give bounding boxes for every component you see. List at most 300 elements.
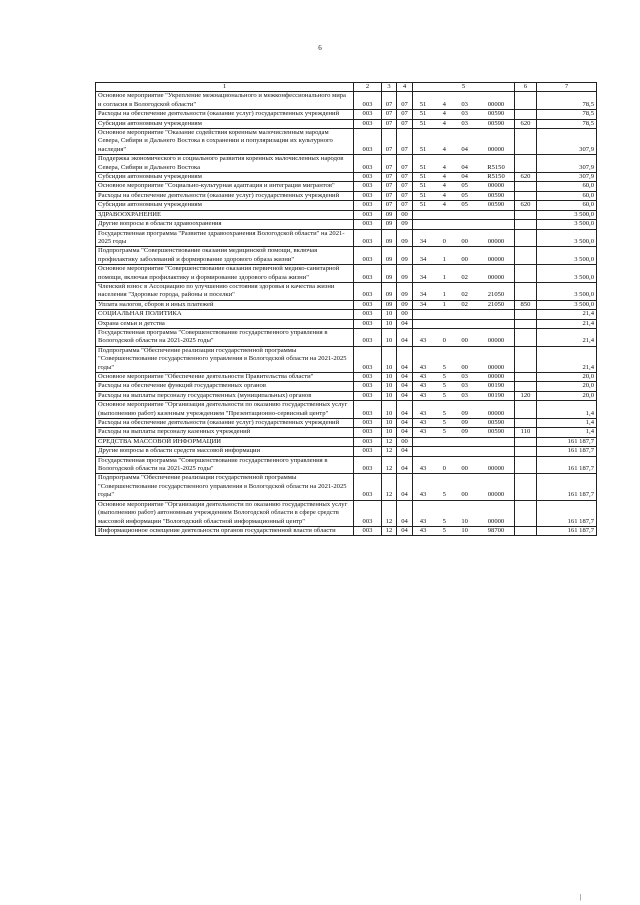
row-admin-code: 003 [354,382,382,391]
header-row [96,83,597,92]
row-admin-code: 003 [354,428,382,437]
row-target-k2: 1 [442,300,446,308]
row-target-article [413,419,515,428]
row-target-k3: 05 [461,191,468,199]
row-expense-type [515,92,537,110]
row-target-article [413,229,515,247]
row-amount: 161 187,7 [537,526,597,535]
row-expense-type [515,456,537,474]
row-target-k2: 4 [442,191,446,199]
row-target-k4: 00000 [487,237,505,245]
table-row [96,419,597,428]
row-section-code: 10 [382,382,397,391]
row-target-k4: 00000 [487,517,505,525]
table-row [96,220,597,229]
row-target-k1: 51 [419,110,427,118]
row-name: Подпрограмма "Обеспечение реализации государственной программы "Совершенствование государственного управления в Вологодской области на 2021-2025 годы" [96,474,354,500]
row-target-k2: 0 [442,237,446,245]
row-admin-code: 003 [354,210,382,219]
row-expense-type [515,373,537,382]
row-amount: 60,0 [537,182,597,191]
row-target-k1: 51 [419,173,427,181]
row-name: СРЕДСТВА МАССОВОЙ ИНФОРМАЦИИ [96,437,354,446]
row-amount: 21,4 [537,319,597,328]
row-amount: 161 187,7 [537,474,597,500]
table-row [96,265,597,283]
row-section-code: 09 [382,247,397,265]
row-target-k4: 00190 [487,382,505,390]
row-admin-code: 003 [354,391,382,400]
header-col-5: 5 [413,83,515,92]
row-subsection-code: 07 [397,155,413,173]
row-section-code: 09 [382,210,397,219]
row-target-k4: 21050 [487,291,505,299]
row-target-article [413,191,515,200]
row-section-code: 07 [382,173,397,182]
row-admin-code: 003 [354,419,382,428]
row-target-article [413,500,515,526]
row-name: Расходы на выплаты персоналу государственных (муниципальных) органов [96,391,354,400]
row-target-k4: 00590 [487,119,505,127]
row-admin-code: 003 [354,456,382,474]
row-expense-type [515,437,537,446]
row-section-code: 09 [382,220,397,229]
row-amount: 307,9 [537,173,597,182]
row-target-k1: 34 [419,237,427,245]
row-name: Государственная программа "Развитие здравоохранения Вологодской области" на 2021-2025 годы [96,229,354,247]
table-row [96,155,597,173]
row-amount: 21,4 [537,328,597,346]
row-section-code: 09 [382,265,397,283]
row-target-k4: 00590 [487,110,505,118]
row-name: Поддержка экономического и социального развития коренных малочисленных народов Севера, Сибири и Дальнего Востока [96,155,354,173]
row-name: Основное мероприятие "Оказание содействия коренным малочисленным народам Севера, Сибири и Дальнего Востока в сохранении и популяризации их культурного наследия" [96,129,354,155]
row-target-k2: 5 [442,491,446,499]
row-expense-type [515,319,537,328]
table-row [96,456,597,474]
table-row [96,173,597,182]
row-admin-code: 003 [354,328,382,346]
row-name: Основное мероприятие "Организация деятельности по оказанию государственных услуг (выполнению работ) автономным учреждением Вологодской области в сфере средств массовой информации "Вологодский областной информационный центр" [96,500,354,526]
row-target-article [413,346,515,372]
row-target-k3: 03 [461,119,468,127]
row-subsection-code: 04 [397,428,413,437]
row-target-article [413,173,515,182]
row-target-k1: 51 [419,145,427,153]
row-admin-code: 003 [354,447,382,456]
table-row [96,119,597,128]
row-subsection-code: 07 [397,92,413,110]
row-target-k1: 34 [419,255,427,263]
table-row [96,300,597,309]
row-target-k2: 4 [442,145,446,153]
row-subsection-code: 04 [397,346,413,372]
row-amount: 161 187,7 [537,447,597,456]
row-target-k4: 00590 [487,419,505,427]
row-target-k1: 43 [419,517,427,525]
row-name: Информационное освещение деятельности органов государственной власти области [96,526,354,535]
row-amount: 3 500,0 [537,229,597,247]
row-target-k4: 00000 [487,491,505,499]
row-admin-code: 003 [354,474,382,500]
row-target-k2: 5 [442,391,446,399]
row-target-k4: 21050 [487,300,505,308]
row-section-code: 07 [382,119,397,128]
row-admin-code: 003 [354,265,382,283]
row-subsection-code: 04 [397,319,413,328]
row-target-k3: 04 [461,145,468,153]
row-target-k1: 51 [419,100,427,108]
row-section-code: 10 [382,328,397,346]
row-expense-type [515,220,537,229]
row-subsection-code: 09 [397,300,413,309]
row-expense-type [515,382,537,391]
row-target-article [413,474,515,500]
row-subsection-code: 04 [397,500,413,526]
row-amount: 3 500,0 [537,282,597,300]
row-target-k3: 00 [461,491,468,499]
row-section-code: 10 [382,428,397,437]
row-target-k1: 43 [419,526,427,534]
row-expense-type [515,474,537,500]
row-target-k3: 09 [461,409,468,417]
row-amount: 3 500,0 [537,265,597,283]
row-admin-code: 003 [354,300,382,309]
row-target-k3: 03 [461,382,468,390]
row-amount: 78,5 [537,92,597,110]
row-target-k3: 10 [461,526,468,534]
row-target-k2: 4 [442,201,446,209]
row-admin-code: 003 [354,129,382,155]
row-section-code: 10 [382,310,397,319]
row-name: Субсидии автономным учреждениям [96,201,354,210]
row-name: Расходы на выплаты персоналу казенных учреждений [96,428,354,437]
row-target-k2: 4 [442,110,446,118]
row-target-k4: 00000 [487,145,505,153]
row-name: Основное мероприятие "Социально-культурная адаптация и интеграция мигрантов" [96,182,354,191]
row-subsection-code: 07 [397,129,413,155]
row-name: Расходы на обеспечение деятельности (оказание услуг) государственных учреждений [96,419,354,428]
header-col-6: 6 [515,83,537,92]
table-row [96,110,597,119]
row-admin-code: 003 [354,319,382,328]
row-target-k2: 4 [442,100,446,108]
row-admin-code: 003 [354,526,382,535]
row-section-code: 12 [382,474,397,500]
row-subsection-code: 07 [397,201,413,210]
row-target-k3: 00 [461,465,468,473]
row-expense-type [515,110,537,119]
row-target-k4: 98700 [487,526,505,534]
row-target-k3: 10 [461,517,468,525]
row-section-code: 12 [382,456,397,474]
row-target-article [413,401,515,419]
row-name: Подпрограмма "Совершенствование оказания медицинской помощи, включая профилактику заболеваний и формирование здорового образа жизни" [96,247,354,265]
table-row [96,526,597,535]
row-target-k2: 1 [442,291,446,299]
table-row [96,328,597,346]
row-target-k3: 03 [461,110,468,118]
row-name: Государственная программа "Совершенствование государственного управления в Вологодской области на 2021-2025 годы" [96,456,354,474]
row-target-article [413,428,515,437]
row-target-article [413,526,515,535]
row-expense-type [515,247,537,265]
row-section-code: 10 [382,346,397,372]
row-admin-code: 003 [354,155,382,173]
row-target-k3: 02 [461,273,468,281]
table-row [96,310,597,319]
row-expense-type [515,282,537,300]
row-subsection-code: 09 [397,247,413,265]
row-section-code: 12 [382,437,397,446]
table-row [96,500,597,526]
row-admin-code: 003 [354,201,382,210]
row-section-code: 07 [382,182,397,191]
row-name: Субсидии автономным учреждениям [96,173,354,182]
header-col-3: 3 [382,83,397,92]
row-target-k1: 34 [419,300,427,308]
row-amount: 21,4 [537,310,597,319]
row-target-k4: 00190 [487,391,505,399]
row-target-k2: 0 [442,465,446,473]
row-amount: 1,4 [537,428,597,437]
row-target-article [413,92,515,110]
row-amount: 307,9 [537,129,597,155]
table-row [96,191,597,200]
row-amount: 78,5 [537,119,597,128]
row-target-k1: 51 [419,182,427,190]
table-row [96,474,597,500]
row-target-k3: 02 [461,291,468,299]
row-section-code: 07 [382,201,397,210]
row-target-article [413,119,515,128]
table-row [96,428,597,437]
table-row [96,129,597,155]
row-admin-code: 003 [354,500,382,526]
row-amount: 161 187,7 [537,456,597,474]
row-amount: 3 500,0 [537,210,597,219]
row-subsection-code: 04 [397,456,413,474]
row-expense-type: 620 [515,173,537,182]
row-target-k1: 43 [419,382,427,390]
row-admin-code: 003 [354,437,382,446]
row-admin-code: 003 [354,282,382,300]
row-admin-code: 003 [354,229,382,247]
corner-mark: | [580,893,582,901]
row-subsection-code: 04 [397,391,413,400]
row-admin-code: 003 [354,346,382,372]
row-admin-code: 003 [354,310,382,319]
row-target-k4: 00000 [487,182,505,190]
row-name: Субсидии автономным учреждениям [96,119,354,128]
row-target-article [413,110,515,119]
row-target-k2: 0 [442,337,446,345]
table-row [96,247,597,265]
table-row [96,437,597,446]
row-target-k3: 03 [461,100,468,108]
row-section-code: 10 [382,401,397,419]
row-target-k4: 00000 [487,337,505,345]
row-name: Расходы на обеспечение деятельности (оказание услуг) государственных учреждений [96,191,354,200]
row-target-k4: R5150 [487,173,505,181]
row-section-code: 12 [382,526,397,535]
row-section-code: 07 [382,191,397,200]
row-target-k1: 51 [419,119,427,127]
row-target-k1: 43 [419,337,427,345]
row-section-code: 10 [382,373,397,382]
row-name: ЗДРАВООХРАНЕНИЕ [96,210,354,219]
row-subsection-code: 04 [397,526,413,535]
table-row [96,391,597,400]
row-amount: 3 500,0 [537,300,597,309]
row-amount: 60,0 [537,201,597,210]
table-row [96,319,597,328]
row-target-k2: 5 [442,363,446,371]
row-admin-code: 003 [354,191,382,200]
row-target-k2: 1 [442,273,446,281]
row-section-code: 07 [382,92,397,110]
row-target-article [413,447,515,456]
row-target-article [413,282,515,300]
table-row [96,401,597,419]
row-expense-type [515,191,537,200]
row-target-k3: 09 [461,419,468,427]
row-target-k4: 00000 [487,465,505,473]
row-target-k1: 43 [419,373,427,380]
row-target-k2: 5 [442,419,446,427]
row-expense-type: 620 [515,201,537,210]
header-col-2: 2 [354,83,382,92]
row-subsection-code: 04 [397,474,413,500]
row-section-code: 07 [382,129,397,155]
row-amount: 60,0 [537,191,597,200]
row-subsection-code: 09 [397,282,413,300]
row-name: Охрана семьи и детства [96,319,354,328]
row-amount: 78,5 [537,110,597,119]
row-name: Уплата налогов, сборов и иных платежей [96,300,354,309]
row-subsection-code: 04 [397,401,413,419]
row-target-article [413,328,515,346]
row-target-k4: 00590 [487,191,505,199]
row-target-k3: 00 [461,237,468,245]
row-target-article [413,247,515,265]
row-section-code: 10 [382,319,397,328]
row-target-article [413,265,515,283]
row-expense-type [515,265,537,283]
row-admin-code: 003 [354,173,382,182]
row-amount: 3 500,0 [537,247,597,265]
row-expense-type: 620 [515,119,537,128]
table-row [96,182,597,191]
row-target-k2: 4 [442,173,446,181]
row-target-k1: 34 [419,273,427,281]
row-subsection-code: 07 [397,110,413,119]
row-target-k1: 43 [419,491,427,499]
row-name: Основное мероприятие "Укрепление межнационального и межконфессионального мира и согласия в Вологодской области" [96,92,354,110]
row-amount: 307,9 [537,155,597,173]
row-target-k2: 5 [442,428,446,436]
row-expense-type [515,346,537,372]
table-row [96,92,597,110]
row-target-k3: 09 [461,428,468,436]
row-target-k3: 02 [461,300,468,308]
row-target-k4: 00000 [487,255,505,263]
table-row [96,373,597,382]
row-target-k2: 1 [442,255,446,263]
table-row [96,382,597,391]
row-amount: 20,0 [537,382,597,391]
row-target-article [413,437,515,446]
page-number: 6 [318,44,322,52]
row-target-k3: 05 [461,182,468,190]
row-amount: 161 187,7 [537,500,597,526]
row-name: Другие вопросы в области здравоохранения [96,220,354,229]
row-section-code: 07 [382,155,397,173]
row-expense-type: 110 [515,428,537,437]
row-name: СОЦИАЛЬНАЯ ПОЛИТИКА [96,310,354,319]
row-expense-type [515,500,537,526]
row-target-article [413,155,515,173]
row-target-article [413,310,515,319]
row-section-code: 12 [382,447,397,456]
row-target-k1: 51 [419,191,427,199]
row-target-k2: 5 [442,382,446,390]
row-name: Основное мероприятие "Обеспечение деятельности Правительства области" [96,373,354,382]
header-col-4: 4 [397,83,413,92]
row-admin-code: 003 [354,119,382,128]
row-target-k3: 03 [461,391,468,399]
row-admin-code: 003 [354,92,382,110]
row-target-k2: 5 [442,373,446,380]
row-target-k4: 00000 [487,273,505,281]
row-target-k1: 51 [419,163,427,171]
row-target-k1: 34 [419,291,427,299]
row-target-k3: 04 [461,173,468,181]
row-subsection-code: 09 [397,220,413,229]
row-target-k4: 00000 [487,409,505,417]
row-expense-type [515,419,537,428]
row-name: Другие вопросы в области средств массовой информации [96,447,354,456]
row-subsection-code: 00 [397,437,413,446]
row-admin-code: 003 [354,401,382,419]
table-row [96,201,597,210]
row-admin-code: 003 [354,220,382,229]
row-expense-type [515,182,537,191]
row-section-code: 10 [382,391,397,400]
row-target-k2: 4 [442,163,446,171]
row-subsection-code: 00 [397,310,413,319]
row-subsection-code: 04 [397,382,413,391]
row-name: Основное мероприятие "Организация деятельности по оказанию государственных услуг (выполнению работ) казенным учреждением "Презентационно-сервисный центр" [96,401,354,419]
row-expense-type [515,210,537,219]
row-section-code: 09 [382,300,397,309]
row-target-article [413,319,515,328]
row-section-code: 09 [382,229,397,247]
row-expense-type [515,310,537,319]
row-subsection-code: 07 [397,173,413,182]
row-target-k2: 5 [442,517,446,525]
row-subsection-code: 07 [397,119,413,128]
row-target-k4: 00590 [487,428,505,436]
row-amount: 161 187,7 [537,437,597,446]
row-target-k4: 00590 [487,201,505,209]
row-expense-type [515,401,537,419]
table-row [96,210,597,219]
row-target-k2: 5 [442,526,446,534]
row-amount: 3 500,0 [537,220,597,229]
row-expense-type: 850 [515,300,537,309]
row-target-article [413,456,515,474]
